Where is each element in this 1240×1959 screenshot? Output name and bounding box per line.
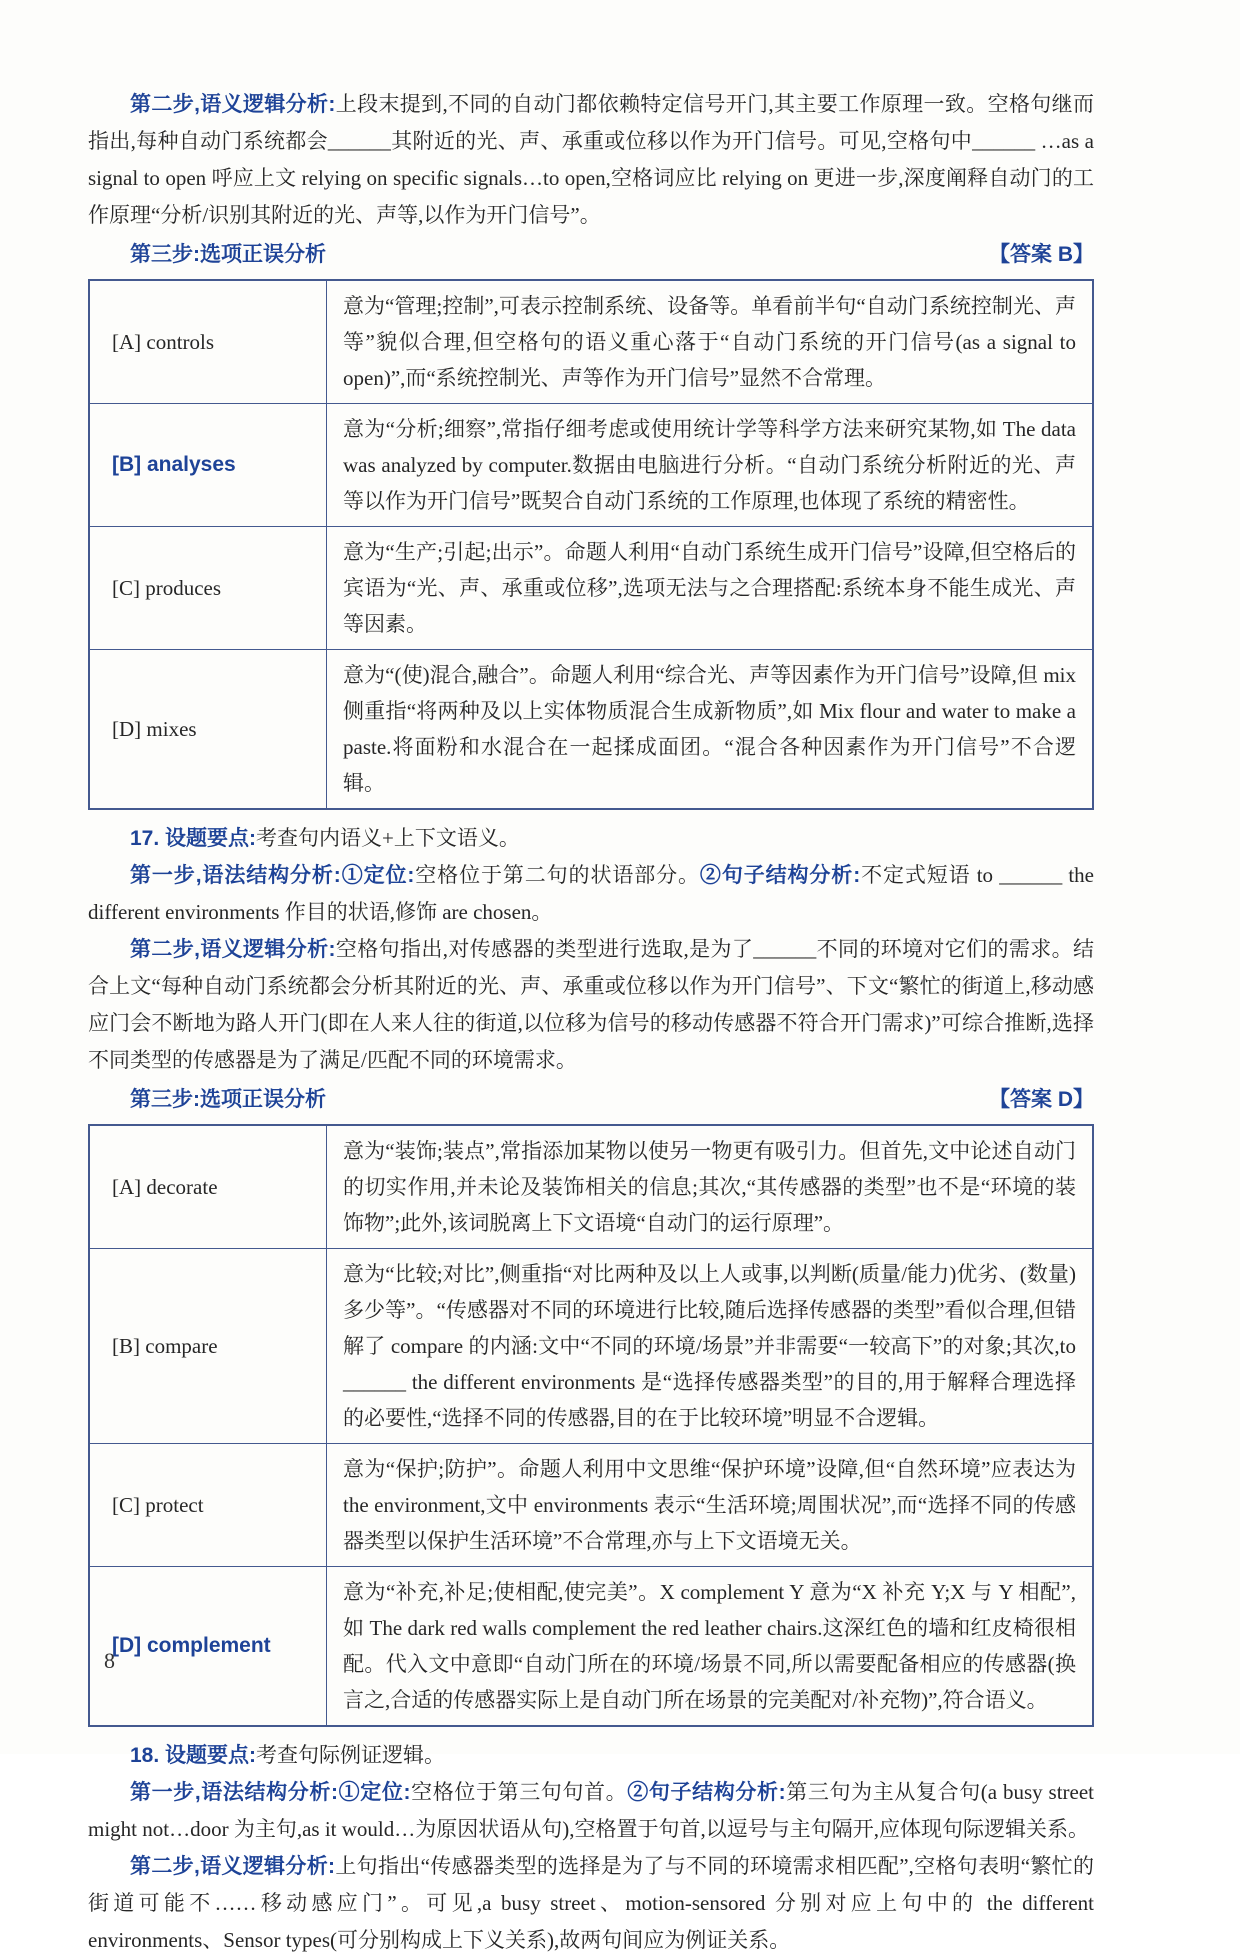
q17-option-row-a bbox=[89, 1125, 1093, 1249]
q17-step1-paragraph bbox=[88, 857, 1094, 931]
q17-option-key-a: [A] decorate bbox=[89, 1125, 327, 1249]
q17-step1-struct-label: ②句子结构分析: bbox=[699, 864, 861, 887]
q16-step2-label: 第二步,语义逻辑分析: bbox=[130, 93, 336, 116]
q18-step2-text: 上句指出“传感器类型的选择是为了与不同的环境需求相匹配”,空格句表明“繁忙的街道可能不……移动感应门”。可见,a busy street、motion-sensored 分别对应上句中的 the different environments、Sensor types(可分别构成上下义关系),故两句间应为例证关系。 bbox=[88, 1854, 1094, 1952]
q17-answer-badge: 【答案 D】 bbox=[989, 1088, 1094, 1111]
q17-option-analysis-d: 意为“补充,补足;使相配,使完美”。X complement Y 意为“X 补充 Y;X 与 Y 相配”,如 The dark red walls complement the red leather chairs.这深红色的墙和红皮椅很相配。代入文中意即“自动门所在的环境/场景不同,所以需要配备相应的传感器(换言之,合适的传感器实际上是自动门所在场景的完美配对/补充物)”,符合语义。 bbox=[327, 1567, 1094, 1727]
q16-step2-text: 上段末提到,不同的自动门都依赖特定信号开门,其主要工作原理一致。空格句继而指出,每种自动门系统都会______其附近的光、声、承重或位移以作为开门信号。可见,空格句中______ …as a signal to open 呼应上文 relying on specific signals…to open,空格词应比 relying on 更进一步,深度阐释自动门的工作原理“分析/识别其附近的光、声等,以作为开门信号”。 bbox=[88, 92, 1094, 227]
q17-heading bbox=[88, 820, 1094, 857]
q18-step1-loc-label: ①定位: bbox=[338, 1781, 411, 1804]
q16-option-row-c bbox=[89, 527, 1093, 650]
q18-step1-paragraph bbox=[88, 1774, 1094, 1848]
q16-option-key-d: [D] mixes bbox=[89, 650, 327, 810]
q17-option-analysis-b: 意为“比较;对比”,侧重指“对比两种及以上人或事,以判断(质量/能力)优劣、(数量)多少等”。“传感器对不同的环境进行比较,随后选择传感器的类型”看似合理,但错解了 compare 的内涵:文中“不同的环境/场景”并非需要“一较高下”的对象;其次,to ______ the different environments 是“选择传感器类型”的目的,用于解释合理选择的必要性,“选择不同的传感器,目的在于比较环境”明显不合逻辑。 bbox=[327, 1249, 1094, 1444]
q16-option-row-b bbox=[89, 404, 1093, 527]
q18-heading bbox=[88, 1737, 1094, 1774]
q17-step1-label: 第一步,语法结构分析: bbox=[130, 864, 341, 887]
q17-option-analysis-a: 意为“装饰;装点”,常指添加某物以使另一物更有吸引力。但首先,文中论述自动门的切实作用,并未论及装饰相关的信息;其次,“其传感器的类型”也不是“环境的装饰物”;此外,该词脱离上下文语境“自动门的运行原理”。 bbox=[327, 1125, 1094, 1249]
q17-step2-paragraph bbox=[88, 931, 1094, 1079]
q16-step2-paragraph bbox=[88, 86, 1094, 234]
q17-step3-label: 第三步:选项正误分析 bbox=[130, 1088, 326, 1111]
q16-options-table bbox=[88, 279, 1094, 810]
q17-step1-loc-label: ①定位: bbox=[340, 864, 415, 887]
q16-step3-row bbox=[88, 236, 1094, 273]
q17-step2-label: 第二步,语义逻辑分析: bbox=[130, 938, 336, 961]
q17-option-key-d: [D] complement bbox=[89, 1567, 327, 1727]
q16-option-key-a: [A] controls bbox=[89, 280, 327, 404]
q17-option-row-b bbox=[89, 1249, 1093, 1444]
q17-option-row-c bbox=[89, 1444, 1093, 1567]
q16-option-key-b: [B] analyses bbox=[89, 404, 327, 527]
q16-option-key-c: [C] produces bbox=[89, 527, 327, 650]
q17-step3-row bbox=[88, 1081, 1094, 1118]
q17-heading-label: 17. 设题要点: bbox=[130, 827, 257, 850]
q16-option-row-d bbox=[89, 650, 1093, 810]
q18-heading-label: 18. 设题要点: bbox=[130, 1744, 257, 1767]
q16-step3-label: 第三步:选项正误分析 bbox=[130, 243, 326, 266]
q17-option-key-c: [C] protect bbox=[89, 1444, 327, 1567]
q18-heading-text: 考查句际例证逻辑。 bbox=[256, 1743, 446, 1767]
page-number: 8 bbox=[104, 1648, 115, 1673]
q18-step1-struct-label: ②句子结构分析: bbox=[627, 1781, 786, 1804]
q16-option-analysis-b: 意为“分析;细察”,常指仔细考虑或使用统计学等科学方法来研究某物,如 The data was analyzed by computer.数据由电脑进行分析。“自动门系统分析附近的光、声等以作为开门信号”既契合自动门系统的工作原理,也体现了系统的精密性。 bbox=[327, 404, 1094, 527]
q18-step2-label: 第二步,语义逻辑分析: bbox=[130, 1855, 336, 1878]
q18-step1-struct-text: 第三句为主从复合句(a busy street might not…door 为主句,as it would…为原因状语从句),空格置于句首,以逗号与主句隔开,应体现句际逻辑关系。 bbox=[88, 1780, 1095, 1841]
q16-option-analysis-c: 意为“生产;引起;出示”。命题人利用“自动门系统生成开门信号”设障,但空格后的宾语为“光、声、承重或位移”,选项无法与之合理搭配:系统本身不能生成光、声等因素。 bbox=[327, 527, 1094, 650]
q16-answer-badge: 【答案 B】 bbox=[989, 243, 1094, 266]
q17-step1-struct-text: 不定式短语 to ______ the different environments 作目的状语,修饰 are chosen。 bbox=[88, 863, 1094, 924]
q17-step2-text: 空格句指出,对传感器的类型进行选取,是为了______不同的环境对它们的需求。结合上文“每种自动门系统都会分析其附近的光、声、承重或位移以作为开门信号”、下文“繁忙的街道上,移动感应门会不断地为路人开门(即在人来人往的街道,以位移为信号的移动传感器不符合开门需求)”可综合推断,选择不同类型的传感器是为了满足/匹配不同的环境需求。 bbox=[88, 937, 1095, 1072]
q17-heading-text: 考查句内语义+上下文语义。 bbox=[256, 826, 520, 850]
q17-options-table bbox=[88, 1124, 1094, 1727]
q17-option-key-b: [B] compare bbox=[89, 1249, 327, 1444]
q17-option-analysis-c: 意为“保护;防护”。命题人利用中文思维“保护环境”设障,但“自然环境”应表达为 the environment,文中 environments 表示“生活环境;周围状况”,而“选择不同的传感器类型以保护生活环境”不合常理,亦与上下文语境无关。 bbox=[327, 1444, 1094, 1567]
q18-step1-loc-text: 空格位于第三句句首。 bbox=[410, 1780, 628, 1804]
q18-step1-label: 第一步,语法结构分析: bbox=[130, 1781, 339, 1804]
q16-option-row-a bbox=[89, 280, 1093, 404]
q18-step2-paragraph bbox=[88, 1848, 1094, 1959]
q17-step1-loc-text: 空格位于第二句的状语部分。 bbox=[414, 863, 700, 887]
q17-option-row-d bbox=[89, 1567, 1093, 1727]
q16-option-analysis-d: 意为“(使)混合,融合”。命题人利用“综合光、声等因素作为开门信号”设障,但 mix 侧重指“将两种及以上实体物质混合生成新物质”,如 Mix flour and water to make a paste.将面粉和水混合在一起揉成面团。“混合各种因素作为开门信号”不合逻辑。 bbox=[327, 650, 1094, 810]
q16-option-analysis-a: 意为“管理;控制”,可表示控制系统、设备等。单看前半句“自动门系统控制光、声等”貌似合理,但空格句的语义重心落于“自动门系统的开门信号(as a signal to open)”,而“系统控制光、声等作为开门信号”显然不合常理。 bbox=[327, 280, 1094, 404]
